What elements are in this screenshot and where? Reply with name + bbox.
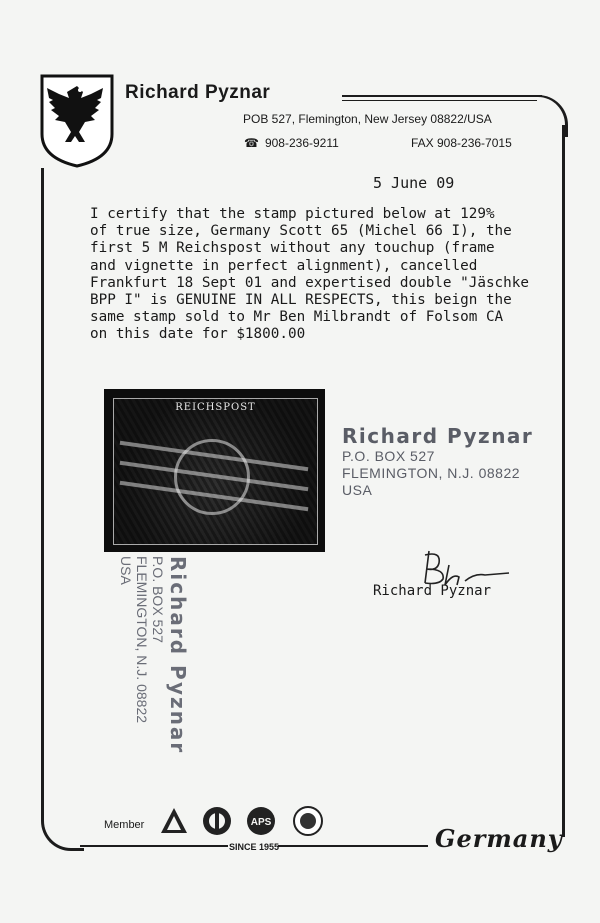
handstamp-name: Richard Pyznar — [342, 424, 534, 448]
handstamp-city: FLEMINGTON, N.J. 08822 — [342, 465, 521, 481]
aps-logo-badge-icon — [202, 806, 232, 836]
stamp-photo — [104, 389, 325, 552]
certificate-line: and vignette in perfect alignment), cancelled — [90, 257, 478, 274]
company-address: POB 527, Flemington, New Jersey 08822/USA — [243, 112, 492, 126]
asda-badge-icon — [159, 806, 189, 836]
german-eagle-logo — [40, 72, 114, 168]
frame-top-rule — [342, 95, 542, 97]
vertical-handstamp-box: P.O. BOX 527 — [150, 556, 166, 643]
address-handstamp — [342, 424, 533, 499]
stamp-image — [113, 398, 318, 545]
germany-mark: Germany — [435, 824, 563, 853]
vertical-handstamp-name: Richard Pyznar — [166, 556, 190, 755]
certificate-line: on this date for $1800.00 — [90, 326, 306, 343]
svg-text:APS: APS — [250, 817, 272, 828]
fax-number: FAX 908-236-7015 — [411, 136, 512, 150]
certificate-line: Frankfurt 18 Sept 01 and expertised double "Jäschke — [90, 274, 529, 291]
certificate-line: first 5 M Reichspost without any touchup (frame — [90, 240, 495, 257]
vertical-handstamp-country: USA — [118, 556, 134, 585]
certificate-line: I certify that the stamp pictured below at 129% — [90, 206, 495, 222]
vertical-handstamp-city: FLEMINGTON, N.J. 08822 — [134, 556, 150, 724]
certificate-text — [90, 206, 570, 344]
certificate-date: 5 June 09 — [373, 174, 455, 192]
since-year: SINCE 1955 — [229, 842, 280, 852]
phone-number: ☎ 908-236-9211 — [244, 136, 339, 150]
handstamp-country: USA — [342, 482, 373, 498]
signer-name: Richard Pyznar — [373, 583, 492, 599]
certificate-line: of true size, Germany Scott 65 (Michel 66 I), the — [90, 223, 512, 240]
telephone-icon: ☎ — [244, 136, 259, 150]
company-name: Richard Pyznar — [125, 82, 271, 103]
frame-bottom-rule-right — [278, 845, 428, 847]
member-label: Member — [104, 819, 145, 831]
certificate-line: same stamp sold to Mr Ben Milbrandt of Folsom CA — [90, 309, 504, 326]
aps-badge-icon — [246, 806, 276, 836]
frame-bottom-left-corner — [41, 800, 84, 851]
vertical-handstamp — [118, 556, 190, 786]
frame-top-rule-inner — [342, 100, 537, 101]
stamp-header-text: REICHSPOST — [175, 402, 256, 413]
frame-bottom-rule — [80, 845, 228, 847]
certificate-line: BPP I" is GENUINE IN ALL RESPECTS, this beign the — [90, 292, 512, 309]
society-seal-badge-icon — [293, 806, 323, 836]
handstamp-box: P.O. BOX 527 — [342, 448, 435, 464]
frame-left-rule — [41, 168, 44, 820]
